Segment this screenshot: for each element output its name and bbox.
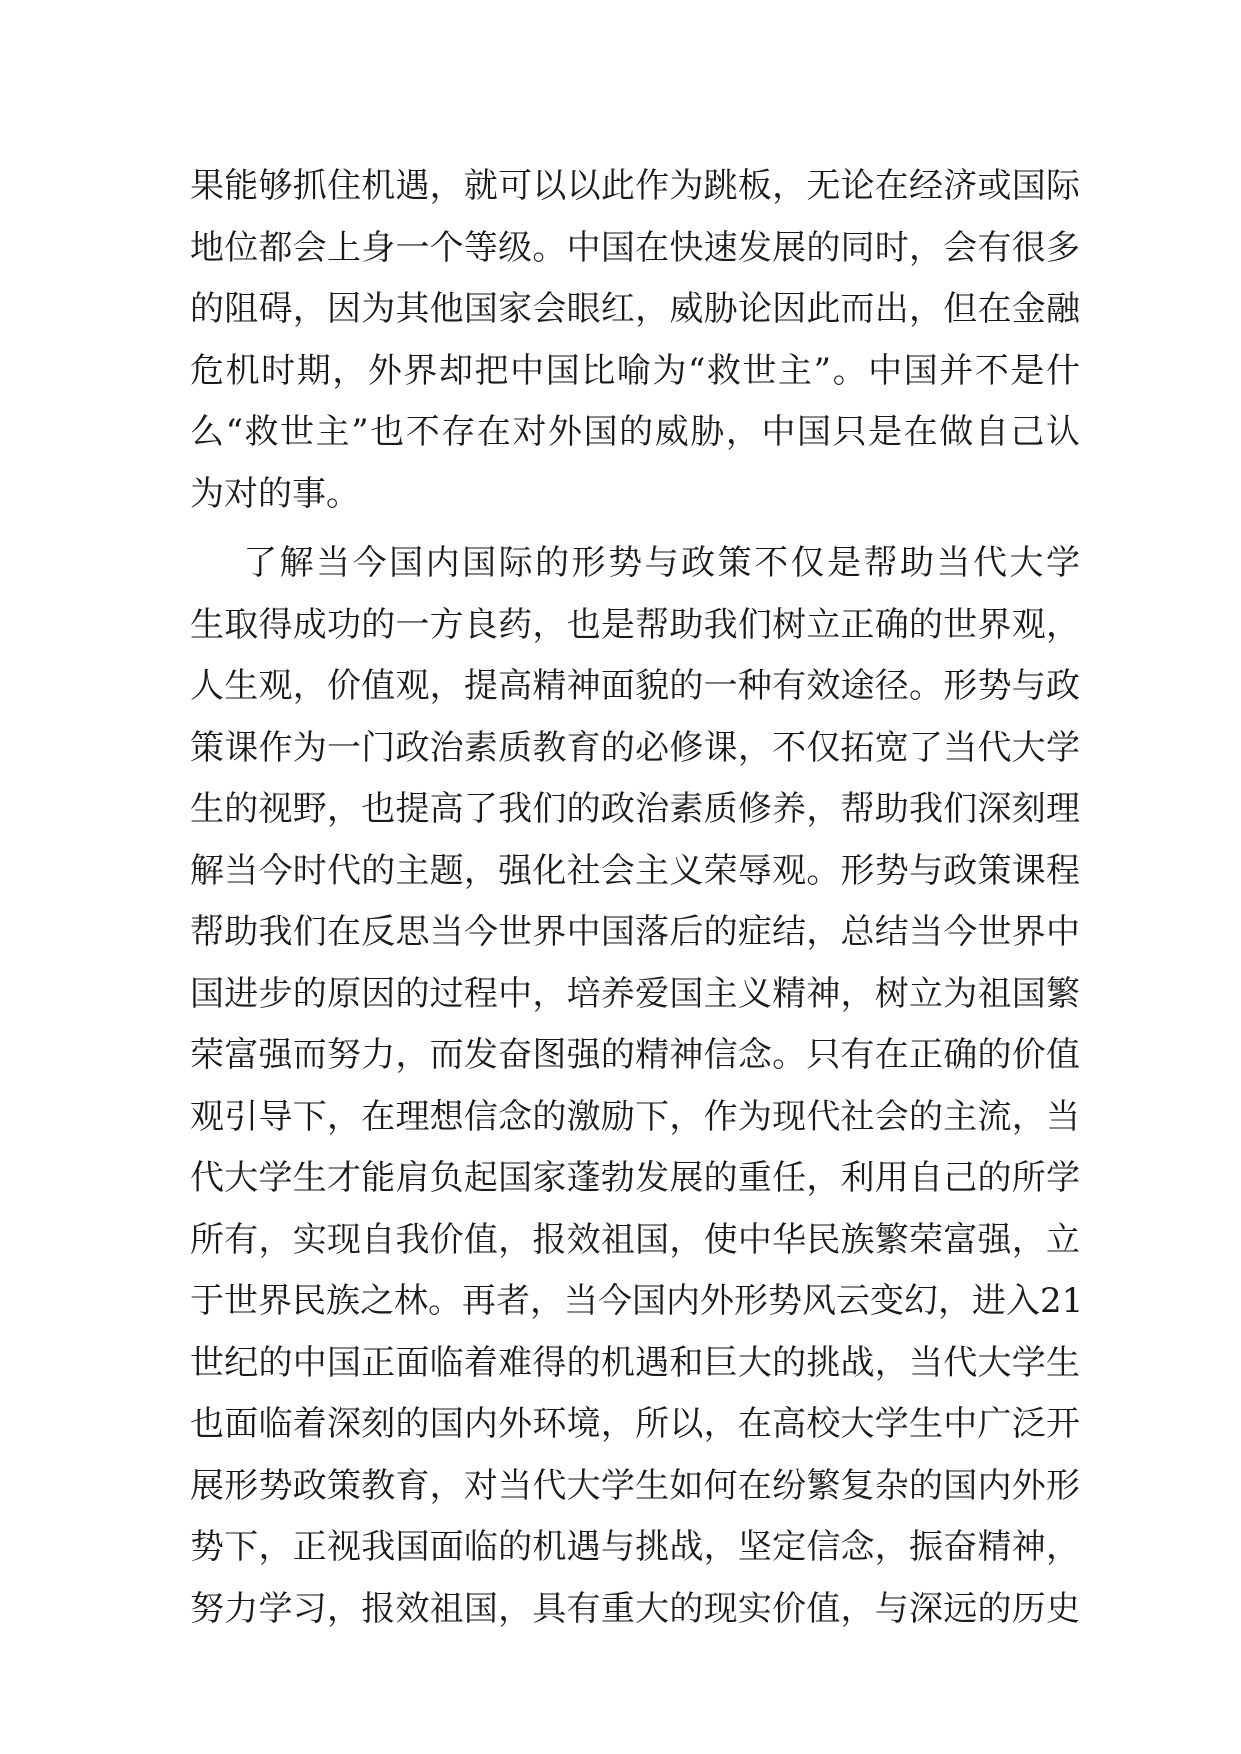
text-line: 的阻碍，因为其他国家会眼红，威胁论因此而出，但在金融 <box>190 289 1080 329</box>
text-line: 果能够抓住机遇，就可以以此作为跳板，无论在经济或国际 <box>190 166 1080 206</box>
text-line: 荣富强而努力，而发奋图强的精神信念。只有在正确的价值 <box>190 1035 1080 1075</box>
text-line: 了解当今国内国际的形势与政策不仅是帮助当代大学 <box>190 543 1080 583</box>
text-line: 帮助我们在反思当今世界中国落后的症结，总结当今世界中 <box>190 912 1080 952</box>
text-line: 国进步的原因的过程中，培养爱国主义精神，树立为祖国繁 <box>190 973 1080 1014</box>
paragraph-1 <box>190 156 1080 525</box>
text-line: 人生观，价值观，提高精神面貌的一种有效途径。形势与政 <box>190 666 1080 706</box>
text-line: 生取得成功的一方良药，也是帮助我们树立正确的世界观， <box>190 604 1080 645</box>
text-line: 代大学生才能肩负起国家蓬勃发展的重任，利用自己的所学 <box>190 1158 1080 1198</box>
text-line: 也面临着深刻的国内外环境，所以，在高校大学生中广泛开 <box>190 1404 1080 1444</box>
text-line: 于世界民族之林。再者，当今国内外形势风云变幻，进入21 <box>190 1281 1084 1321</box>
text-line: 势下，正视我国面临的机遇与挑战，坚定信念，振奋精神， <box>190 1527 1080 1567</box>
text-line: 危机时期，外界却把中国比喻为“救世主”。中国并不是什 <box>190 350 1080 391</box>
text-line: 世纪的中国正面临着难得的机遇和巨大的挑战，当代大学生 <box>190 1342 1080 1383</box>
body-text <box>190 156 1084 1640</box>
text-line: 么“救世主”也不存在对外国的威胁，中国只是在做自己认 <box>190 412 1080 452</box>
text-line: 为对的事。 <box>190 473 360 514</box>
text-line: 生的视野，也提高了我们的政治素质修养，帮助我们深刻理 <box>190 789 1080 829</box>
text-line: 展形势政策教育，对当代大学生如何在纷繁复杂的国内外形 <box>190 1465 1080 1506</box>
text-line: 所有，实现自我价值，报效祖国，使中华民族繁荣富强，立 <box>190 1219 1080 1260</box>
text-line: 地位都会上身一个等级。中国在快速发展的同时，会有很多 <box>190 227 1080 268</box>
paragraph-2 <box>190 533 1084 1640</box>
text-line: 策课作为一门政治素质教育的必修课，不仅拓宽了当代大学 <box>190 727 1080 768</box>
text-line: 解当今时代的主题，强化社会主义荣辱观。形势与政策课程 <box>190 850 1080 891</box>
text-line: 观引导下，在理想信念的激励下，作为现代社会的主流，当 <box>190 1096 1080 1137</box>
text-line: 努力学习，报效祖国，具有重大的现实价值，与深远的历史 <box>190 1588 1080 1629</box>
